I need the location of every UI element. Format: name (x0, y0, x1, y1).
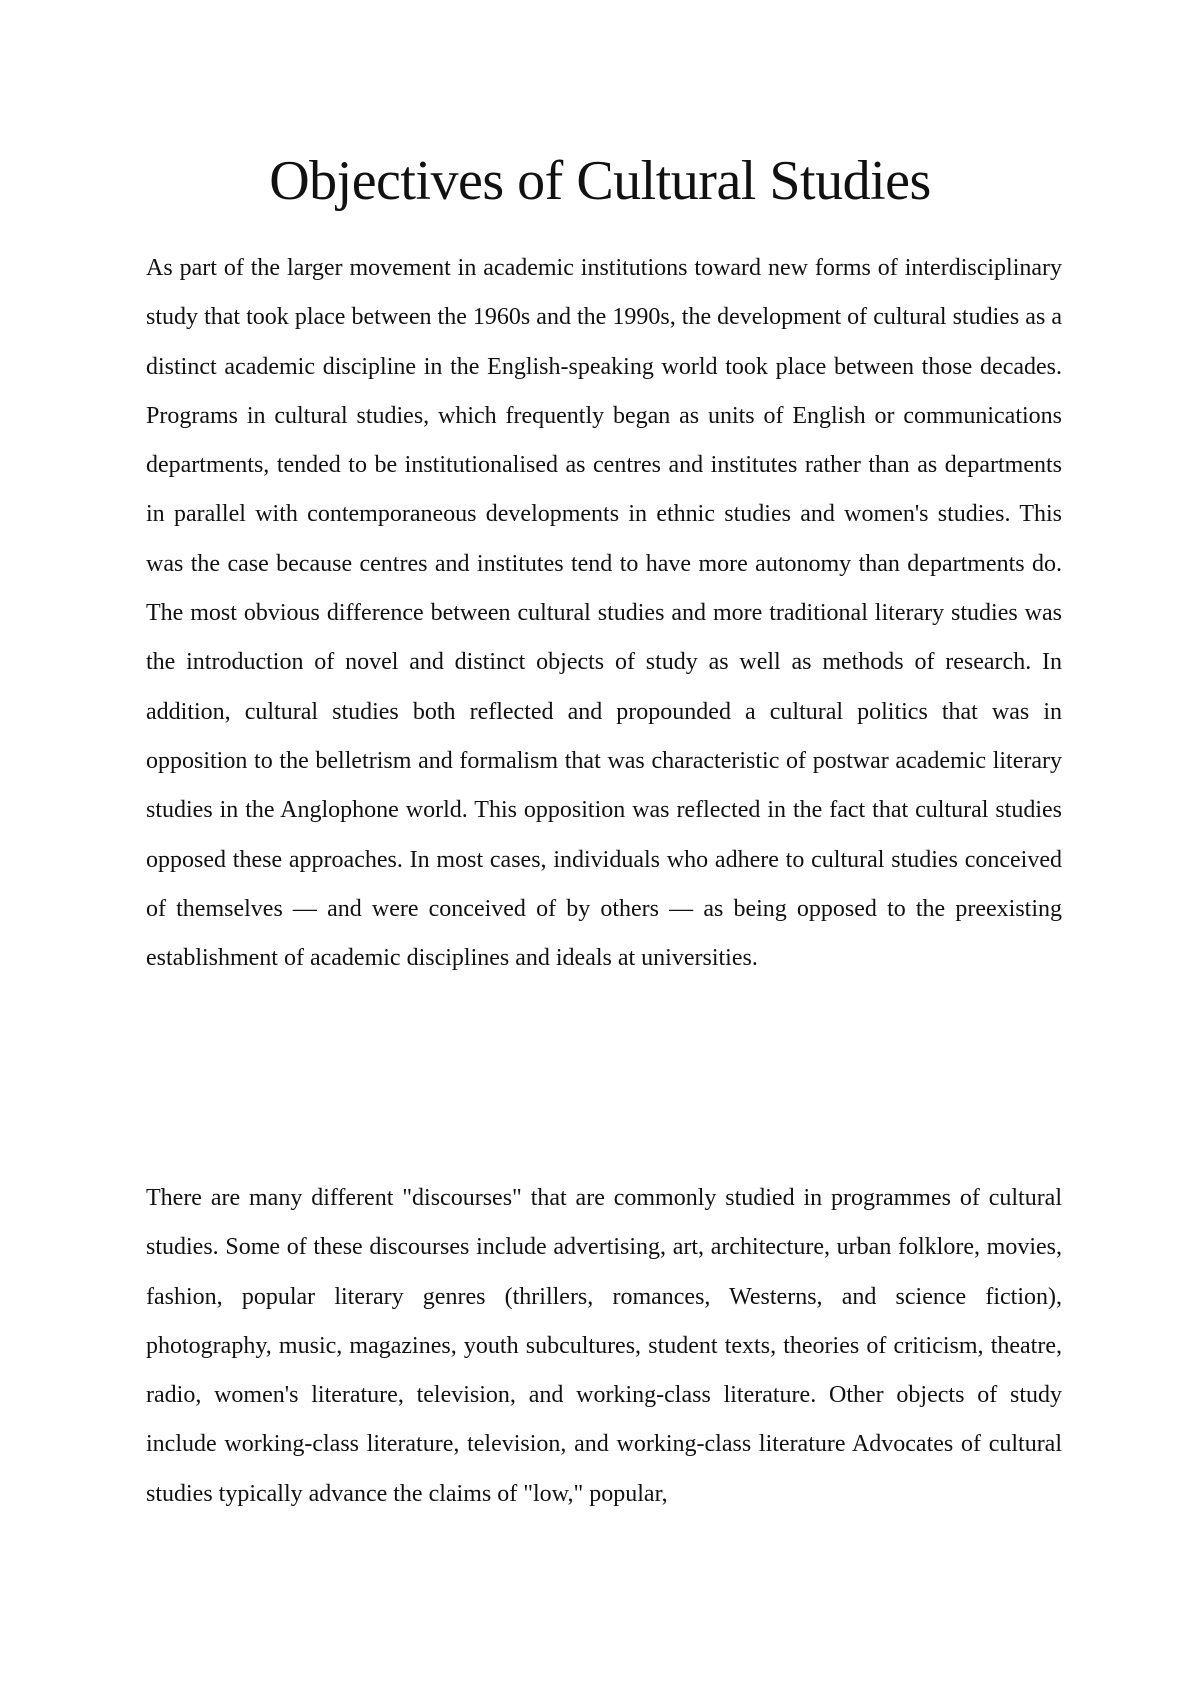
page-title: Objectives of Cultural Studies (269, 150, 931, 212)
body-paragraph-2: There are many different "discourses" that are commonly studied in programmes of cultural studies. Some of these discourses include advertising, art, architecture, urban folklore, movies, fashion, popular literary genres (thrillers, romances, Westerns, and science fiction), photography, music, magazines, youth subcultures, student texts, theories of criticism, theatre, radio, women's literature, television, and working-class literature. Other objects of study include working-class literature, television, and working-class literature Advocates of cultural studies typically advance the claims of "low," popular, (146, 1185, 1062, 1507)
body-paragraph-1: As part of the larger movement in academic institutions toward new forms of interdisciplinary study that took place between the 1960s and the 1990s, the development of cultural studies as a distinct academic discipline in the English-speaking world took place between those decades. Programs in cultural studies, which frequently began as units of English or communications departments, tended to be institutionalised as centres and institutes rather than as departments in parallel with contemporaneous developments in ethnic studies and women's studies. This was the case because centres and institutes tend to have more autonomy than departments do. The most obvious difference between cultural studies and more traditional literary studies was the introduction of novel and distinct objects of study as well as methods of research. In addition, cultural studies both reflected and propounded a cultural politics that was in opposition to the belletrism and formalism that was characteristic of postwar academic literary studies in the Anglophone world. This opposition was reflected in the fact that cultural studies opposed these approaches. In most cases, individuals who adhere to cultural studies conceived of themselves — and were conceived of by others — as being opposed to the preexisting establishment of academic disciplines and ideals at universities. (146, 255, 1062, 972)
